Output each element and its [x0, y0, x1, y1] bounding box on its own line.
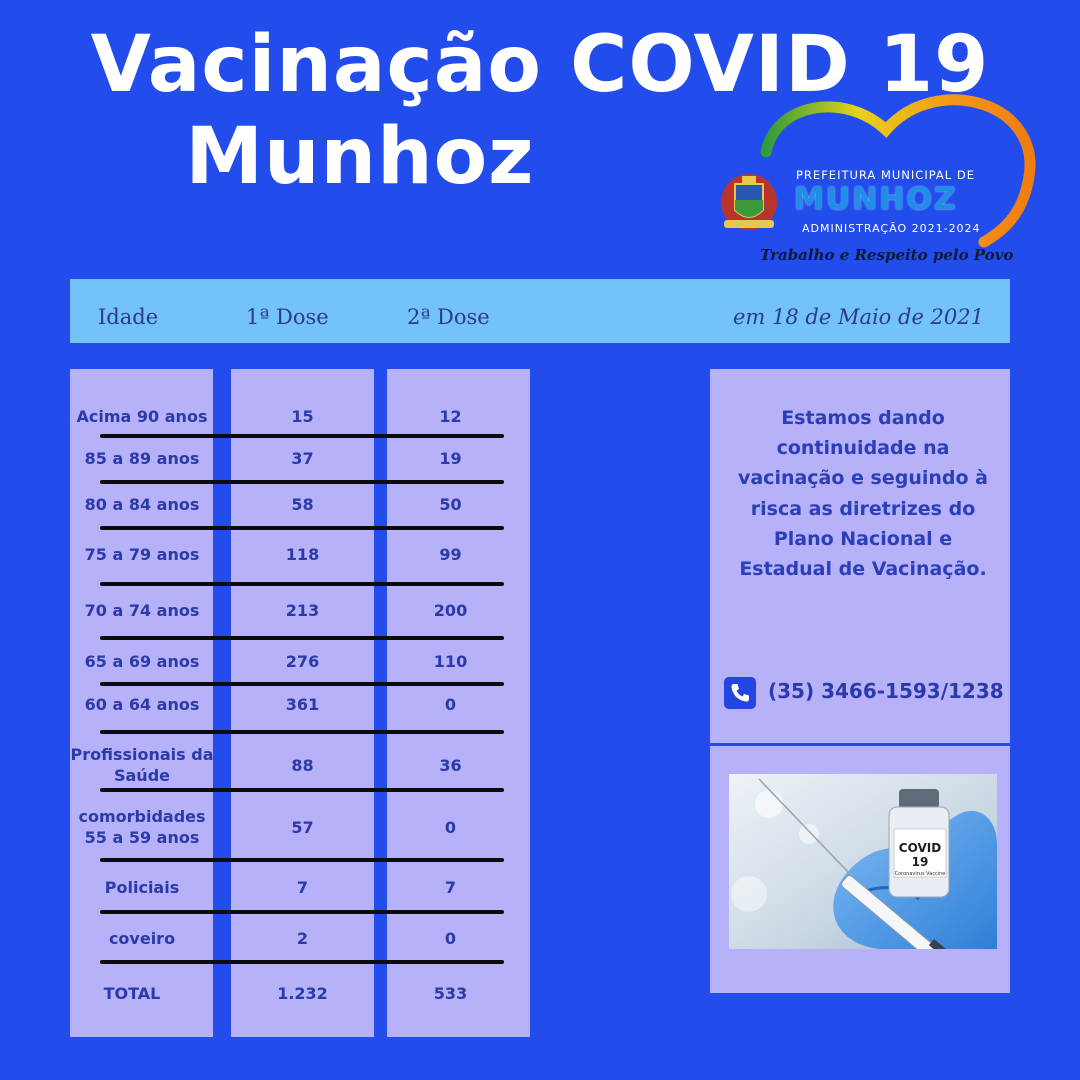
- row-age: 75 a 79 anos: [84, 545, 200, 564]
- row-dose2: 19: [439, 449, 462, 468]
- row-age: coveiro: [108, 929, 176, 948]
- header-dose2: 2ª Dose: [407, 305, 490, 329]
- row-divider: [100, 480, 504, 484]
- org-name-line1: PREFEITURA MUNICIPAL DE: [796, 168, 975, 182]
- header-age: Idade: [98, 305, 159, 329]
- header-dose1: 1ª Dose: [246, 305, 329, 329]
- coat-of-arms-icon: [718, 170, 780, 234]
- row-divider: [100, 636, 504, 640]
- row-age: 80 a 84 anos: [84, 495, 200, 514]
- municipal-logo: [716, 82, 1046, 272]
- row-age: Policiais: [104, 878, 180, 897]
- row-dose2: 200: [433, 601, 468, 620]
- row-dose1: 213: [285, 601, 320, 620]
- row-divider: [100, 730, 504, 734]
- phone-number: (35) 3466-1593/1238: [768, 679, 1004, 703]
- total-label: TOTAL: [103, 984, 161, 1003]
- row-dose1: 57: [291, 818, 314, 837]
- vaccine-photo: [729, 774, 997, 949]
- header-date: em 18 de Maio de 2021: [732, 305, 984, 329]
- info-message: Estamos dando continuidade na vacinação e seguindo à risca as diretrizes do Plano Nacional e Estadual de Vacinação.: [737, 407, 989, 581]
- row-dose2: 0: [444, 929, 457, 948]
- row-divider: [100, 858, 504, 862]
- row-dose1: 58: [291, 495, 314, 514]
- vial-label-19: 19: [911, 855, 929, 869]
- row-dose2: 0: [444, 695, 457, 714]
- row-dose2: 50: [439, 495, 462, 514]
- vaccine-image-panel: [710, 746, 1010, 993]
- row-divider: [100, 910, 504, 914]
- vial-label-covid: COVID: [898, 841, 942, 855]
- row-dose1: 15: [291, 407, 314, 426]
- row-dose2: 12: [439, 407, 462, 426]
- row-age: Acima 90 anos: [76, 407, 208, 426]
- row-divider: [100, 682, 504, 686]
- row-age: 65 a 69 anos: [84, 652, 200, 671]
- org-administration: ADMINISTRAÇÃO 2021-2024: [802, 222, 981, 235]
- info-panel: [710, 369, 1010, 743]
- total-dose1: 1.232: [277, 984, 328, 1003]
- row-divider: [100, 788, 504, 792]
- phone-icon: [724, 677, 756, 709]
- row-dose1: 2: [296, 929, 309, 948]
- row-divider: [100, 960, 504, 964]
- row-dose1: 88: [291, 756, 314, 775]
- page-subtitle: Munhoz: [185, 112, 535, 202]
- vial-label-sub: Coronavirus Vaccine: [894, 871, 946, 877]
- row-dose1: 7: [296, 878, 309, 897]
- page-title: Vacinação COVID 19: [90, 20, 990, 110]
- row-divider: [100, 582, 504, 586]
- org-name-line2: MUNHOZ: [794, 182, 958, 217]
- row-divider: [100, 434, 504, 438]
- row-age: 85 a 89 anos: [84, 449, 200, 468]
- row-divider: [100, 526, 504, 530]
- org-slogan: Trabalho e Respeito pelo Povo: [760, 246, 1014, 264]
- table-header: [70, 279, 1010, 343]
- row-dose1: 276: [285, 652, 320, 671]
- row-dose1: 37: [291, 449, 314, 468]
- row-age: 70 a 74 anos: [84, 601, 200, 620]
- row-dose1: 361: [285, 695, 320, 714]
- row-dose1: 118: [285, 545, 320, 564]
- row-dose2: 99: [439, 545, 462, 564]
- row-dose2: 36: [439, 756, 462, 775]
- row-dose2: 7: [444, 878, 457, 897]
- row-age: comorbidades 55 a 59 anos: [78, 807, 206, 847]
- row-age: Profissionais da Saúde: [70, 745, 214, 785]
- row-age: 60 a 64 anos: [84, 695, 200, 714]
- total-dose2: 533: [433, 984, 468, 1003]
- row-dose2: 110: [433, 652, 468, 671]
- row-dose2: 0: [444, 818, 457, 837]
